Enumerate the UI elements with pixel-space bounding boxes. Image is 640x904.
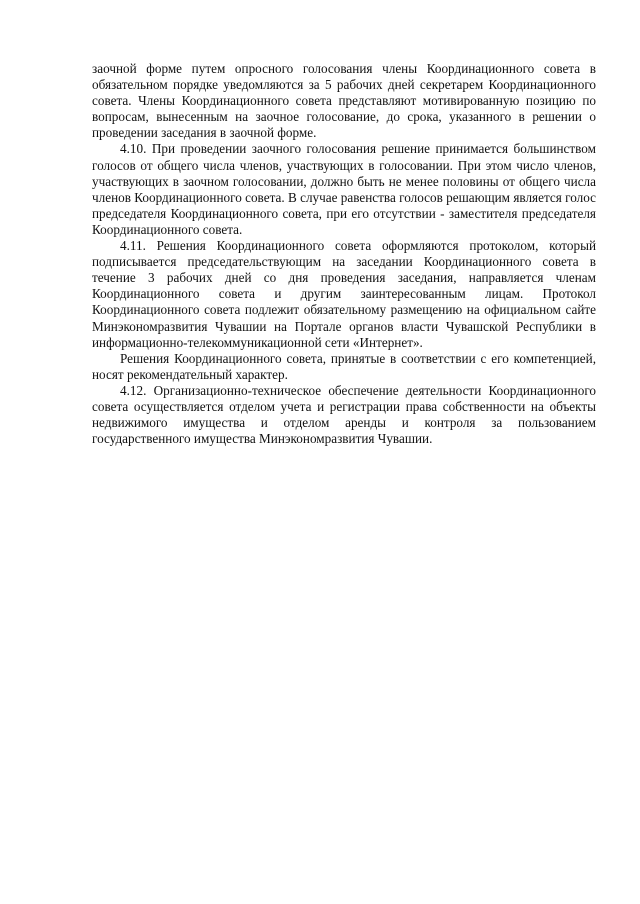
paragraph-decisions-note: Решения Координационного совета, принятые в соответствии с его компетенцией, носят рекомендательный характер. — [92, 350, 596, 382]
paragraph-4-10: 4.10. При проведении заочного голосования решение принимается большинством голосов от общего числа членов, участвующих в голосовании. При этом число членов, участвующих в заочном голосовании, должно быть не менее половины от общего числа членов Координационного совета. В случае равенства голосов решающим является голос председателя Координационного совета, при его отсутствии - заместителя председателя Координационного совета. — [92, 141, 596, 237]
document-body — [92, 61, 596, 447]
paragraph-4-11: 4.11. Решения Координационного совета оформляются протоколом, который подписывается председательствующим на заседании Координационного совета в течение 3 рабочих дней со дня проведения заседания, направляется членам Координационного совета и другим заинтересованным лицам. Протокол Координационного совета подлежит обязательному размещению на официальном сайте Минэкономразвития Чувашии на Портале органов власти Чувашской Республики в информационно-телекоммуникационной сети «Интернет». — [92, 238, 596, 350]
paragraph-4-12: 4.12. Организационно-техническое обеспечение деятельности Координационного совета осуществляется отделом учета и регистрации права собственности на объекты недвижимого имущества и отделом аренды и контроля за пользованием государственного имущества Минэкономразвития Чувашии. — [92, 382, 596, 447]
paragraph-continuation: заочной форме путем опросного голосования члены Координационного совета в обязательном порядке уведомляются за 5 рабочих дней секретарем Координационного совета. Члены Координационного совета представляют мотивированную позицию по вопросам, вынесенным на заочное голосование, до срока, указанного в решении о проведении заседания в заочной форме. — [92, 61, 596, 141]
